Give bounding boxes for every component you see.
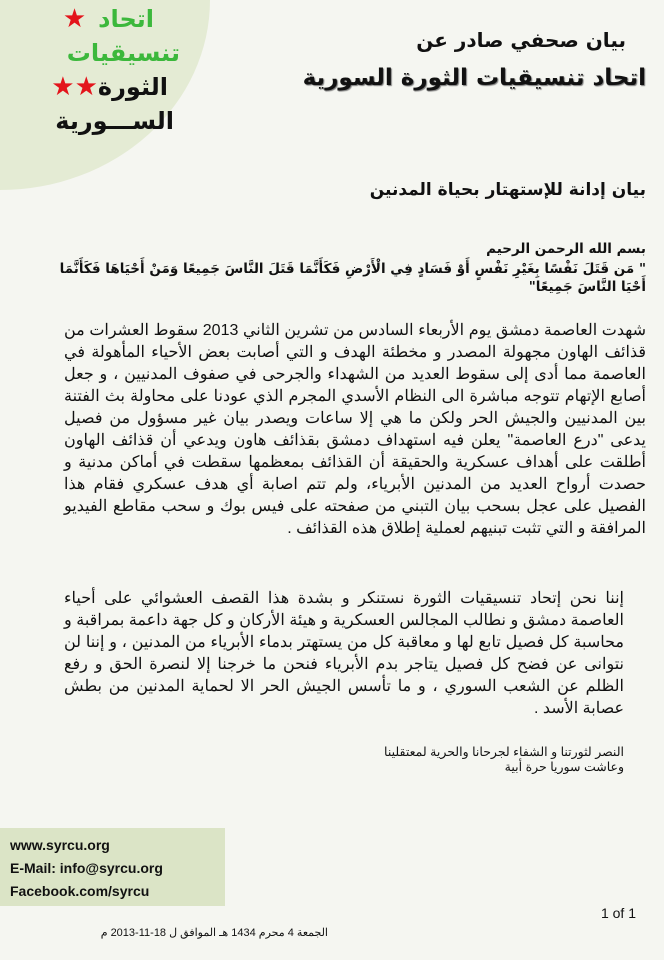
red-star-icon: ★ (62, 4, 87, 34)
header-subtitle: بيان صحفي صادر عن (416, 28, 626, 52)
paragraph-1: شهدت العاصمة دمشق يوم الأربعاء السادس من تشرين الثاني 2013 سقوط العشرات من قذائف الهاون مجهولة المصدر و مخطئة الهدف و التي أصابت بعض الأحياء المأهولة في العاصمة مما أدى إلى سقوط العديد من الشهداء والجرحى في صفوف المدنيين ، و جعل أصابع الإتهام تتوجه مباشرة الى النظام الأسدي المجرم الذي عودنا على محاولة بث الفتنة بين المدنيين والجيش الحر ولكن ما هي إلا ساعات ويصدر بيان غير مسؤول من فصيل يدعى "درع العاصمة" يعلن فيه استهداف دمشق بقذائف هاون ويدعي أن قذائف الهاون أطلقت على أهداف عسكرية والحقيقة أن القذائف بمعظمها سقطت في أماكن مدنية و حصدت أرواح العديد من المدنين الأبرياء، ولم تتم اصابة أي هدف عسكري فقام هذا الفصيل على عجل بسحب بيان التبني من صفحته على فيس بوك و سحب مقاطع الفيديو المرافقة و التي تثبت تبنيهم لعملية إطلاق هذه القذائف . (64, 322, 646, 537)
opening-block (56, 240, 646, 296)
header-title: اتحاد تنسيقيات الثورة السورية (302, 65, 646, 91)
facebook-link[interactable]: Facebook.com/syrcu (10, 883, 150, 899)
email-link[interactable]: E-Mail: info@syrcu.org (10, 860, 163, 876)
closing-line-2: وعاشت سوريا حرة أبية (504, 760, 624, 774)
organization-logo (8, 2, 188, 138)
paragraph-2: إننا نحن إتحاد تنسيقيات الثورة نستنكر و بشدة هذا القصف العشوائي على أحياء العاصمة دمشق و نطالب المجالس العسكرية و هيئة الأركان و كل جهة داعمة بمراقبة و محاسبة كل فصيل تابع لها و معاقبة كل من يستهتر بدماء الأبرياء من المدنين ، و إننا لن نتوانى عن فضح كل فصيل يتاجر بدم الأبرياء فنحن ما خرجنا إلا لنصرة الحق و رفع الظلم عن الشعب السوري ، و ما تأسس الجيش الحر الا لحماية المدنين من بطش عصابة الأسد . (64, 590, 625, 717)
quran-verse: " مَن قَتَلَ نَفْسًا بِغَيْرِ نَفْسٍ أَوْ فَسَادٍ فِي الْأَرْضِ فَكَأَنَّمَا قَتَلَ النَّاسَ جَمِيعًا وَمَنْ أَحْيَاهَا فَكَأَنَّمَا أَحْيَا النَّاسَ جَمِيعًا" (59, 261, 646, 295)
website-link[interactable]: www.syrcu.org (10, 837, 110, 853)
red-star-icon: ★ (74, 72, 98, 102)
logo-text-thawra: الثورة (97, 73, 168, 101)
closing-line-1: النصر لثورتنا و الشفاء لجرحانا والحرية لمعتقلينا (384, 745, 624, 759)
logo-line-2 (8, 36, 188, 70)
basmala: بسم الله الرحمن الرحيم (486, 241, 646, 257)
logo-line-3 (8, 70, 188, 104)
logo-text-tansiqiyat: تنسيقيات (66, 39, 180, 67)
logo-line-1 (8, 2, 188, 36)
logo-line-4 (8, 104, 188, 138)
closing-lines (324, 745, 624, 775)
red-star-icon: ★ (51, 72, 75, 102)
contact-box (0, 828, 225, 906)
statement-title: بيان إدانة للإستهتار بحياة المدنين (369, 180, 646, 200)
logo-text-suriya: الســـورية (55, 107, 174, 135)
logo-text-ittihad: اتحاد (98, 5, 154, 33)
document-date: الجمعة 4 محرم 1434 هـ الموافق ل 18-11-2013 م (100, 927, 328, 939)
page-number: 1 of 1 (600, 905, 636, 921)
document-header (246, 22, 646, 98)
